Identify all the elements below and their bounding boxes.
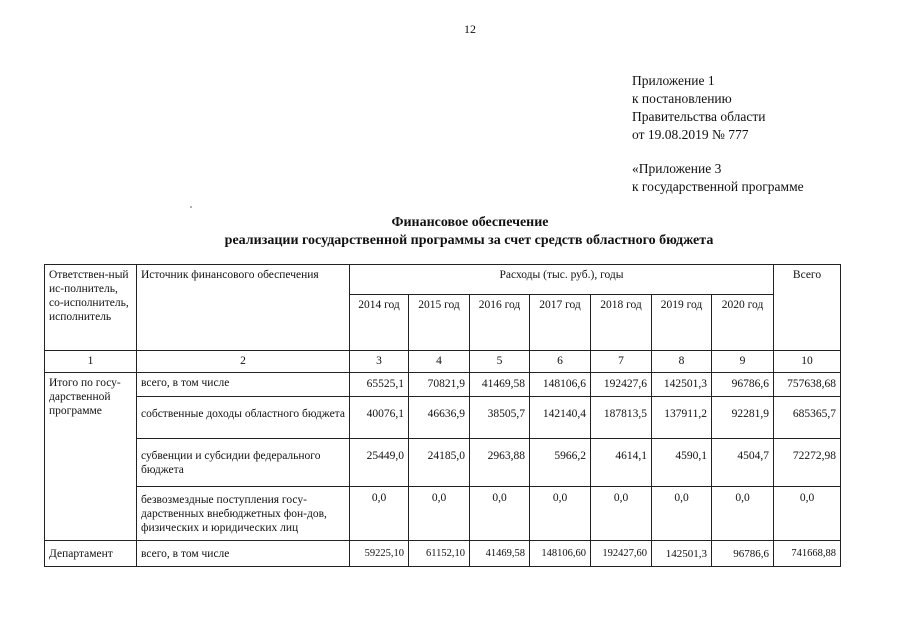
cell-value: 0,0 [409, 487, 470, 541]
column-number: 2 [137, 351, 350, 373]
annex-3-line: «Приложение 3 [632, 161, 722, 176]
cell-value: 0,0 [712, 487, 774, 541]
document-title [0, 214, 905, 250]
cell-value: 65525,1 [350, 373, 409, 397]
table-row [45, 373, 841, 397]
cell-value: 0,0 [591, 487, 652, 541]
column-number: 1 [45, 351, 137, 373]
header-responsible: Ответствен-ный ис-полнитель, со-исполнитель, исполнитель [45, 265, 137, 351]
row-source: всего, в том числе [137, 373, 350, 397]
cell-value: 757638,68 [774, 373, 841, 397]
column-number: 3 [350, 351, 409, 373]
cell-value: 192427,6 [591, 373, 652, 397]
table-row [45, 439, 841, 487]
header-year: 2015 год [409, 295, 470, 351]
cell-value: 187813,5 [591, 397, 652, 439]
cell-value: 4590,1 [652, 439, 712, 487]
cell-value: 0,0 [530, 487, 591, 541]
cell-value: 38505,7 [470, 397, 530, 439]
cell-value: 4504,7 [712, 439, 774, 487]
cell-value: 70821,9 [409, 373, 470, 397]
cell-value: 685365,7 [774, 397, 841, 439]
cell-value: 0,0 [774, 487, 841, 541]
cell-value: 142501,3 [652, 373, 712, 397]
table-row [45, 487, 841, 541]
header-source: Источник финансового обеспечения [137, 265, 350, 351]
page-number: 12 [464, 22, 476, 36]
cell-value: 96786,6 [712, 373, 774, 397]
column-number: 9 [712, 351, 774, 373]
annex-1-line: Правительства области [632, 109, 766, 124]
cell-value: 2963,88 [470, 439, 530, 487]
cell-value: 192427,60 [591, 541, 652, 567]
row-source: всего, в том числе [137, 541, 350, 567]
cell-value: 5966,2 [530, 439, 591, 487]
header-year: 2014 год [350, 295, 409, 351]
column-number: 4 [409, 351, 470, 373]
title-line-1: Финансовое обеспечение [391, 215, 549, 230]
header-year: 2018 год [591, 295, 652, 351]
cell-value: 96786,6 [712, 541, 774, 567]
row-responsible: Департамент [45, 541, 137, 567]
scan-speck [190, 206, 192, 208]
cell-value: 142140,4 [530, 397, 591, 439]
table-row [45, 397, 841, 439]
cell-value: 41469,58 [470, 373, 530, 397]
column-number: 7 [591, 351, 652, 373]
cell-value: 0,0 [652, 487, 712, 541]
cell-value: 25449,0 [350, 439, 409, 487]
header-year: 2019 год [652, 295, 712, 351]
row-source: безвозмездные поступления госу-дарственных внебюджетных фон-дов, физических и юридических лиц [137, 487, 350, 541]
cell-value: 61152,10 [409, 541, 470, 567]
cell-value: 59225,10 [350, 541, 409, 567]
annex-3-line: к государственной программе [632, 179, 804, 194]
cell-value: 92281,9 [712, 397, 774, 439]
column-number: 6 [530, 351, 591, 373]
cell-value: 142501,3 [652, 541, 712, 567]
cell-value: 41469,58 [470, 541, 530, 567]
cell-value: 24185,0 [409, 439, 470, 487]
row-source: субвенции и субсидии федерального бюджета [137, 439, 350, 487]
financing-table [44, 264, 841, 567]
column-number: 8 [652, 351, 712, 373]
table-row [45, 541, 841, 567]
cell-value: 148106,6 [530, 373, 591, 397]
cell-value: 72272,98 [774, 439, 841, 487]
row-responsible: Итого по госу-дарственной программе [45, 373, 137, 541]
header-year: 2017 год [530, 295, 591, 351]
cell-value: 40076,1 [350, 397, 409, 439]
cell-value: 46636,9 [409, 397, 470, 439]
annex-1-block [632, 72, 765, 144]
cell-value: 0,0 [470, 487, 530, 541]
header-expenses: Расходы (тыс. руб.), годы [350, 265, 774, 295]
header-total: Всего [774, 265, 841, 351]
column-number: 5 [470, 351, 530, 373]
row-source: собственные доходы областного бюджета [137, 397, 350, 439]
header-year: 2020 год [712, 295, 774, 351]
cell-value: 0,0 [350, 487, 409, 541]
annex-1-line: к постановлению [632, 91, 732, 106]
cell-value: 137911,2 [652, 397, 712, 439]
column-number: 10 [774, 351, 841, 373]
header-year: 2016 год [470, 295, 530, 351]
cell-value: 741668,88 [774, 541, 841, 567]
title-line-2: реализации государственной программы за счет средств областного бюджета [224, 233, 714, 248]
annex-1-line: Приложение 1 [632, 73, 715, 88]
cell-value: 148106,60 [530, 541, 591, 567]
annex-1-line: от 19.08.2019 № 777 [632, 127, 749, 142]
cell-value: 4614,1 [591, 439, 652, 487]
annex-3-block [632, 160, 804, 196]
